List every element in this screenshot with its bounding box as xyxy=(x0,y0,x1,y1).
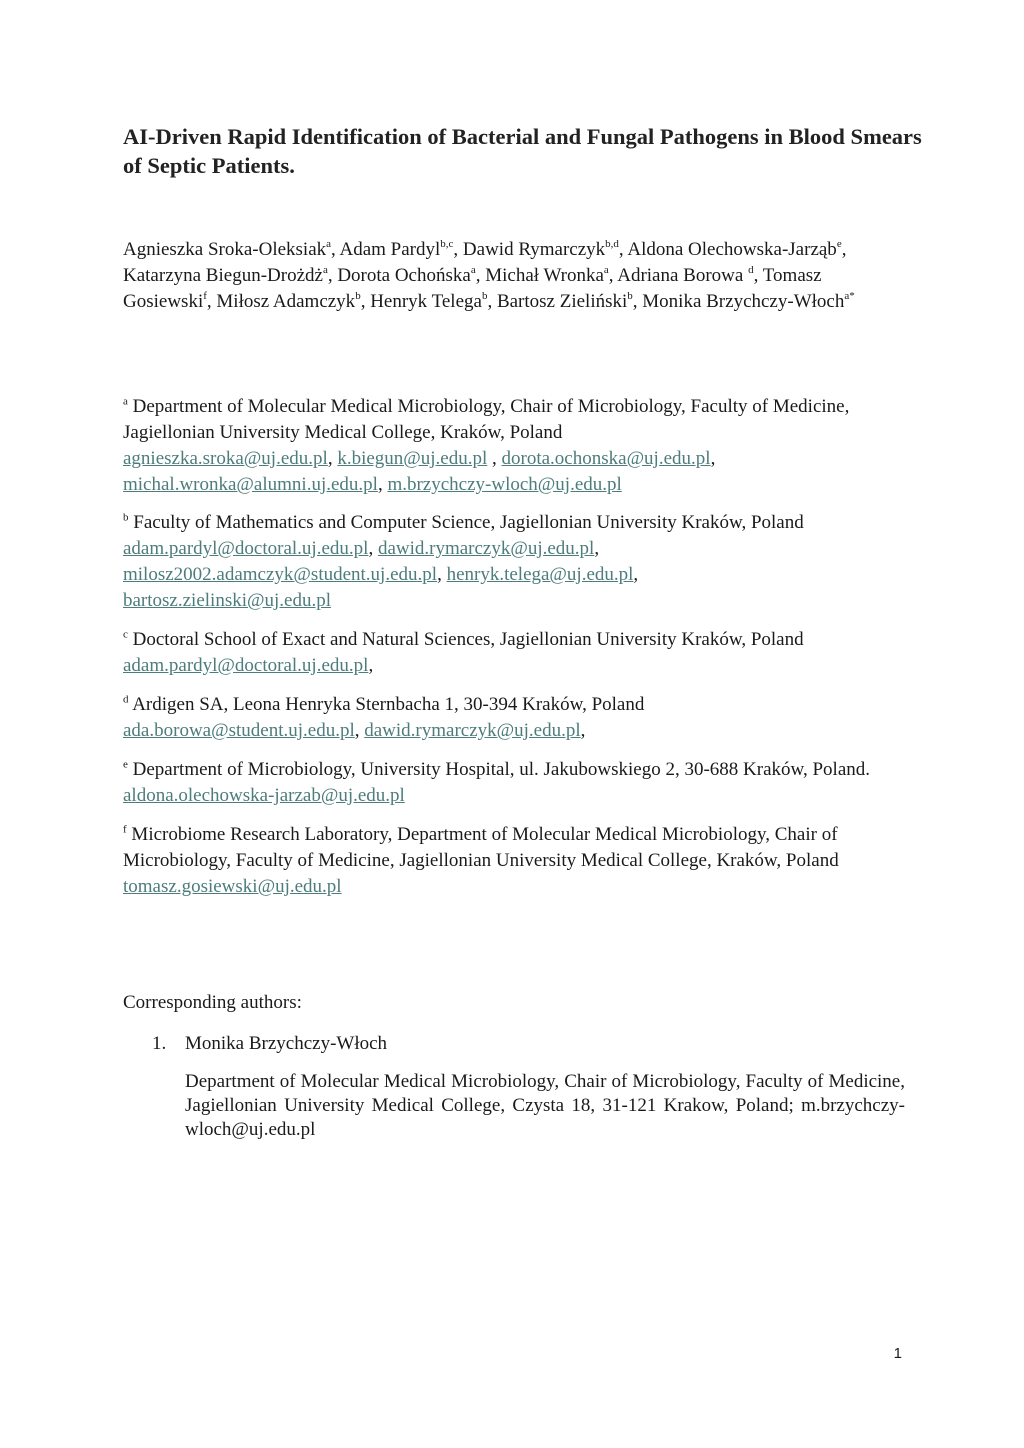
author: Adriana Borowa $^d$, xyxy=(617,263,763,286)
author: Agnieszka Sroka-Oleksiak$^a$, xyxy=(123,237,340,260)
author: Monika Brzychczy-Włoch$^{a*}$ xyxy=(642,289,855,312)
affiliation-tag: b xyxy=(123,511,129,524)
author: Michał Wronka$^a$, xyxy=(485,263,618,286)
email-link[interactable]: michal.wronka@alumni.uj.edu.pl xyxy=(123,474,378,495)
affiliation-text: Ardigen SA, Leona Henryka Sternbacha 1, 30-394 Kraków, Poland xyxy=(132,694,645,715)
email-link[interactable]: ada.borowa@student.uj.edu.pl xyxy=(123,720,355,741)
affiliation-text: Microbiome Research Laboratory, Department of Molecular Medical Microbiology, Chair of Microbiology, Faculty of Medicine, Jagiellonian University Medical College, Kraków, Poland xyxy=(123,824,839,871)
author: Tomasz Gosiewski$^f$, xyxy=(123,265,822,312)
affiliation-tag: c xyxy=(123,628,128,641)
email-link[interactable]: k.biegun@uj.edu.pl xyxy=(337,448,488,469)
corresponding-address: Department of Molecular Medical Microbiology, Chair of Microbiology, Faculty of Medicine, Jagiellonian University Medical College, Czysta 18, 31-121 Krakow, Poland; m.brzychczy-wloch@uj.edu.pl xyxy=(185,1071,905,1140)
author: Dorota Ochońska$^a$, xyxy=(337,263,486,286)
author: Adam Pardyl$^{b,c}$, xyxy=(339,237,463,260)
author: Miłosz Adamczyk$^b$, xyxy=(216,289,371,312)
email-link[interactable]: agnieszka.sroka@uj.edu.pl xyxy=(123,448,328,469)
email-link[interactable]: milosz2002.adamczyk@student.uj.edu.pl xyxy=(123,564,438,585)
affiliation-tag: d xyxy=(123,693,129,706)
affiliation-text: Department of Microbiology, University Hospital, ul. Jakubowskiego 2, 30-688 Kraków, Poland. xyxy=(132,759,871,780)
email-link[interactable]: dawid.rymarczyk@uj.edu.pl xyxy=(364,720,581,741)
email-link[interactable]: tomasz.gosiewski@uj.edu.pl xyxy=(123,876,342,897)
author: Aldona Olechowska-Jarząb$^e$, xyxy=(627,237,847,260)
affiliation-c: $^c$ Doctoral School of Exact and Natural Sciences, Jagiellonian University Kraków, Poland adam.pardyl@doctoral.uj.edu.pl, xyxy=(123,628,804,676)
email-link[interactable]: dorota.ochonska@uj.edu.pl xyxy=(501,448,711,469)
author: Bartosz Zieliński$^b$, xyxy=(496,289,643,312)
page-number: 1 xyxy=(893,1345,902,1362)
affiliation-text: Doctoral School of Exact and Natural Sciences, Jagiellonian University Kraków, Poland xyxy=(132,629,804,650)
email-link[interactable]: adam.pardyl@doctoral.uj.edu.pl xyxy=(123,538,369,559)
author: Katarzyna Biegun-Drożdż$^a$, xyxy=(123,263,338,286)
corresponding-heading: Corresponding authors: xyxy=(123,992,302,1013)
affiliation-f xyxy=(123,822,913,900)
author: Dawid Rymarczyk$^{b,d}$, xyxy=(462,237,628,260)
email-link[interactable]: m.brzychczy-wloch@uj.edu.pl xyxy=(387,474,622,495)
affiliation-text: Faculty of Mathematics and Computer Science, Jagiellonian University Kraków, Poland xyxy=(133,512,804,533)
author-list xyxy=(123,237,903,315)
affiliation-text: Department of Molecular Medical Microbiology, Chair of Microbiology, Faculty of Medicine, Jagiellonian University Medical College, Kraków, Poland xyxy=(123,396,850,443)
author: Henryk Telega$^b$, xyxy=(370,289,497,312)
affiliation-tag: a xyxy=(123,395,128,408)
email-link[interactable]: henryk.telega@uj.edu.pl xyxy=(446,564,634,585)
paper-title: AI-Driven Rapid Identification of Bacterial and Fungal Pathogens in Blood Smears of Septic Patients. xyxy=(123,124,922,178)
corresponding-name: Monika Brzychczy-Włoch xyxy=(185,1033,388,1054)
email-link[interactable]: dawid.rymarczyk@uj.edu.pl xyxy=(377,538,595,559)
affiliation-tag: e xyxy=(123,758,128,771)
email-link[interactable]: aldona.olechowska-jarzab@uj.edu.pl xyxy=(123,785,405,806)
affiliation-a: $^a$ Department of Molecular Medical Microbiology, Chair of Microbiology, Faculty of Medicine, Jagiellonian University Medical College, Kraków, Poland agnieszka.sroka@uj.edu.pl, k.biegun@uj.edu.pl , dorota.ochonska@uj.edu.pl, michal.wronka@alumni.uj.edu.pl, m.brzychczy-wloch@uj.edu.pl xyxy=(123,395,850,495)
affiliation-d: $^d$ Ardigen SA, Leona Henryka Sternbacha 1, 30-394 Kraków, Poland ada.borowa@student.uj.edu.pl, dawid.rymarczyk@uj.edu.pl, xyxy=(123,693,645,741)
corresponding-number: 1. xyxy=(152,1033,167,1054)
email-link[interactable]: adam.pardyl@doctoral.uj.edu.pl xyxy=(123,655,369,676)
affiliation-e xyxy=(123,757,913,809)
email-link[interactable]: bartosz.zielinski@uj.edu.pl xyxy=(123,590,331,611)
affiliation-tag: f xyxy=(123,823,127,836)
affiliation-b: $^b$ Faculty of Mathematics and Computer Science, Jagiellonian University Kraków, Poland adam.pardyl@doctoral.uj.edu.pl, dawid.rymarczyk@uj.edu.pl, milosz2002.adamczyk@student.uj.edu.pl, henryk.telega@uj.edu.pl, bartosz.zielinski@uj.edu.pl xyxy=(123,511,804,611)
